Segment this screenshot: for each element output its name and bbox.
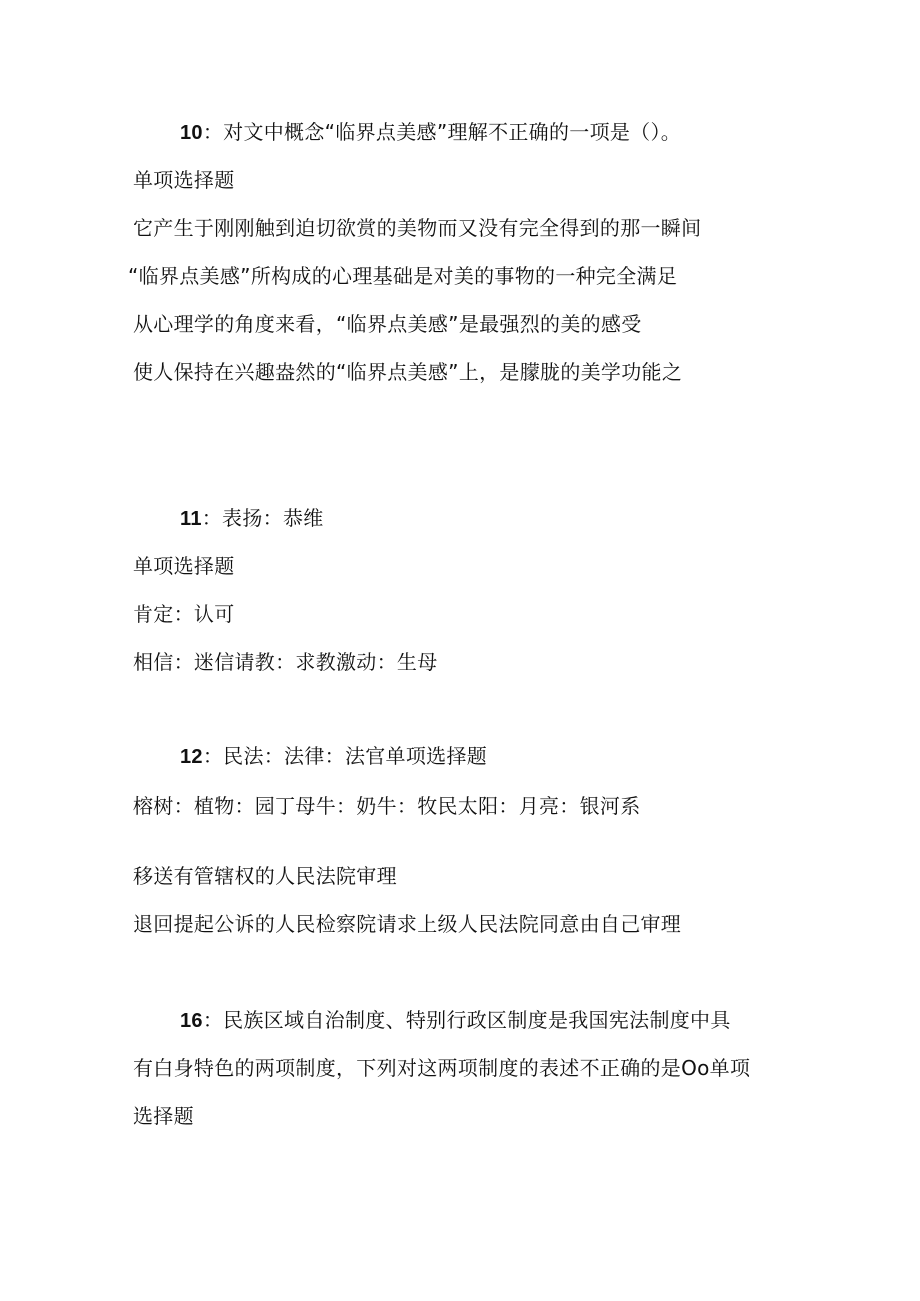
option-text: 从心理学的角度来看，“临界点美感”是最强烈的美的感受 xyxy=(133,312,642,336)
option-text: 使人保持在兴趣盎然的“临界点美感”上，是朦胧的美学功能之 xyxy=(133,360,683,384)
question-stem-continuation: 有白身特色的两项制度，下列对这两项制度的表述不正确的是Oo单项 xyxy=(133,1056,751,1080)
question-stem-text: ：民法：法律：法官单项选择题 xyxy=(202,744,488,768)
question-number: 10 xyxy=(180,122,203,144)
question-10-stem xyxy=(180,120,681,145)
option-text: 榕树：植物：园丁母牛：奶牛：牧民太阳：月亮：银河系 xyxy=(133,794,641,818)
option-text: 它产生于刚刚触到迫切欲赏的美物而又没有完全得到的那一瞬间 xyxy=(133,216,702,240)
question-number: 11 xyxy=(180,508,202,530)
question-number: 16 xyxy=(180,1010,203,1032)
question-stem-text: ：民族区域自治制度、特别行政区制度是我国宪法制度中具 xyxy=(202,1008,731,1032)
option-text: 肯定：认可 xyxy=(133,602,235,626)
question-11-stem xyxy=(180,506,324,531)
question-stem-text: ：对文中概念“临界点美感”理解不正确的一项是（）。 xyxy=(202,120,682,144)
question-stem-continuation: 选择题 xyxy=(133,1104,194,1128)
question-number: 12 xyxy=(180,746,203,768)
option-text: “临界点美感”所构成的心理基础是对美的事物的一种完全满足 xyxy=(128,264,678,288)
question-12-stem xyxy=(180,744,487,769)
question-type: 单项选择题 xyxy=(133,554,235,578)
option-text: 退回提起公诉的人民检察院请求上级人民法院同意由自己审理 xyxy=(133,912,682,936)
question-16-stem xyxy=(180,1008,731,1033)
question-type: 单项选择题 xyxy=(133,168,235,192)
question-stem-text: ：表扬：恭维 xyxy=(201,506,324,530)
option-text: 移送有管辖权的人民法院审理 xyxy=(133,864,397,888)
option-text: 相信：迷信请教：求教激动：生母 xyxy=(133,650,438,674)
